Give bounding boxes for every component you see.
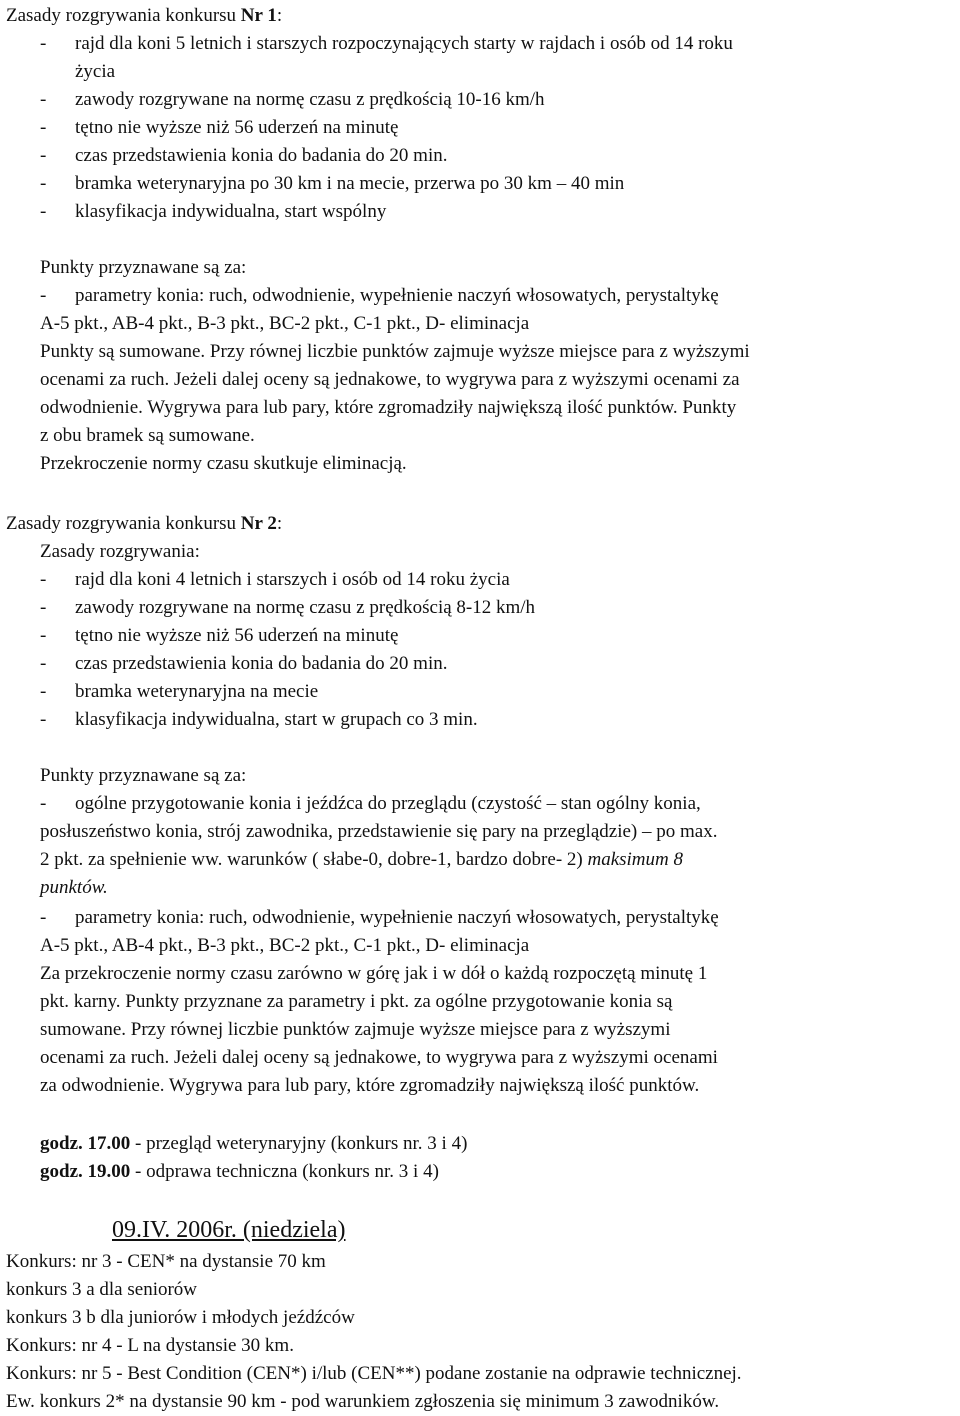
paragraph-line: z obu bramek są sumowane. (40, 425, 255, 446)
competition-line: Konkurs: nr 5 - Best Condition (CEN*) i/lub (CEN**) podane zostanie na odprawie technicznej. (6, 1363, 742, 1384)
heading-colon: : (276, 5, 283, 26)
schedule-time: godz. 19.00 (40, 1161, 131, 1182)
rule-item: - bramka weterynaryjna po 30 km i na mecie, przerwa po 30 km – 40 min (40, 173, 625, 194)
competition-line: Konkurs: nr 3 - CEN* na dystansie 70 km (6, 1251, 326, 1272)
rule-item: - klasyfikacja indywidualna, start w grupach co 3 min. (40, 709, 478, 730)
schedule-item (40, 1158, 439, 1186)
rule-item: - tętno nie wyższe niż 56 uderzeń na minutę (40, 117, 399, 138)
day-date: 09.IV. 2006r. (niedziela) (112, 1217, 346, 1243)
rule-item: - zawody rozgrywane na normę czasu z prędkością 10-16 km/h (40, 89, 545, 110)
schedule-text: - przegląd weterynaryjny (konkurs nr. 3 i 4) (130, 1133, 468, 1154)
prep-item: - ogólne przygotowanie konia i jeźdźca do przeglądu (czystość – stan ogólny konia, (40, 793, 701, 814)
section1-heading (6, 2, 282, 30)
heading-text: Zasady rozgrywania konkursu (6, 5, 241, 26)
points-item: - parametry konia: ruch, odwodnienie, wypełnienie naczyń włosowatych, perystaltykę (40, 285, 719, 306)
points-heading: Punkty przyznawane są za: (40, 257, 247, 278)
rule-item: - zawody rozgrywane na normę czasu z prędkością 8-12 km/h (40, 597, 536, 618)
paragraph-line: pkt. karny. Punkty przyznane za parametry i pkt. za ogólne przygotowanie konia są (40, 991, 673, 1012)
points-heading: Punkty przyznawane są za: (40, 765, 247, 786)
schedule-time: godz. 17.00 (40, 1133, 131, 1154)
section2-heading (6, 510, 282, 538)
heading-number: Nr 2 (240, 513, 277, 534)
competition-line: konkurs 3 b dla juniorów i młodych jeźdźców (6, 1307, 355, 1328)
competition-line: konkurs 3 a dla seniorów (6, 1279, 198, 1300)
prep-item-line: 2 pkt. za spełnienie ww. warunków ( słabe-0, dobre-1, bardzo dobre- 2) maksimum 8 (40, 849, 684, 870)
rule-item-continuation: życia (75, 61, 116, 82)
paragraph-line: ocenami za ruch. Jeżeli dalej oceny są jednakowe, to wygrywa para z wyższymi ocenami za (40, 369, 740, 390)
competition-line: Konkurs: nr 4 - L na dystansie 30 km. (6, 1335, 294, 1356)
heading-colon: : (276, 513, 283, 534)
schedule-item (40, 1130, 467, 1158)
subheading: Zasady rozgrywania: (40, 541, 200, 562)
rule-item: - rajd dla koni 4 letnich i starszych i osób od 14 roku życia (40, 569, 510, 590)
max-points-italic-end: punktów. (40, 877, 108, 898)
paragraph-line: ocenami za ruch. Jeżeli dalej oceny są jednakowe, to wygrywa para z wyższymi ocenami (40, 1047, 718, 1068)
paragraph-line: za odwodnienie. Wygrywa para lub pary, które zgromadziły największą ilość punktów. (40, 1075, 700, 1096)
heading-number: Nr 1 (240, 5, 277, 26)
params-item: - parametry konia: ruch, odwodnienie, wypełnienie naczyń włosowatych, perystaltykę (40, 907, 719, 928)
heading-text: Zasady rozgrywania konkursu (6, 513, 241, 534)
schedule-text: - odprawa techniczna (konkurs nr. 3 i 4) (130, 1161, 439, 1182)
max-points-italic: maksimum 8 (587, 849, 684, 870)
rule-item: - klasyfikacja indywidualna, start wspólny (40, 201, 387, 222)
paragraph-line: sumowane. Przy równej liczbie punktów zajmuje wyższe miejsce para z wyższymi (40, 1019, 671, 1040)
rule-item: - bramka weterynaryjna na mecie (40, 681, 319, 702)
paragraph-line: Punkty są sumowane. Przy równej liczbie punktów zajmuje wyższe miejsce para z wyższymi (40, 341, 750, 362)
grades-line: A-5 pkt., AB-4 pkt., B-3 pkt., BC-2 pkt., C-1 pkt., D- eliminacja (40, 313, 530, 334)
rule-item: - rajd dla koni 5 letnich i starszych rozpoczynających starty w rajdach i osób od 14 roku (40, 33, 733, 54)
competition-line: Ew. konkurs 2* na dystansie 90 km - pod warunkiem zgłoszenia się minimum 3 zawodników. (6, 1391, 720, 1412)
prep-item-line: posłuszeństwo konia, strój zawodnika, przedstawienie się pary na przeglądzie) – po max. (40, 821, 718, 842)
rule-item: - tętno nie wyższe niż 56 uderzeń na minutę (40, 625, 399, 646)
rule-item: - czas przedstawienia konia do badania do 20 min. (40, 145, 448, 166)
rule-item: - czas przedstawienia konia do badania do 20 min. (40, 653, 448, 674)
paragraph-line: odwodnienie. Wygrywa para lub pary, które zgromadziły największą ilość punktów. Punkty (40, 397, 737, 418)
paragraph-line: Za przekroczenie normy czasu zarówno w górę jak i w dół o każdą rozpoczętą minutę 1 (40, 963, 708, 984)
paragraph-line: Przekroczenie normy czasu skutkuje eliminacją. (40, 453, 407, 474)
grades-line: A-5 pkt., AB-4 pkt., B-3 pkt., BC-2 pkt., C-1 pkt., D- eliminacja (40, 935, 530, 956)
